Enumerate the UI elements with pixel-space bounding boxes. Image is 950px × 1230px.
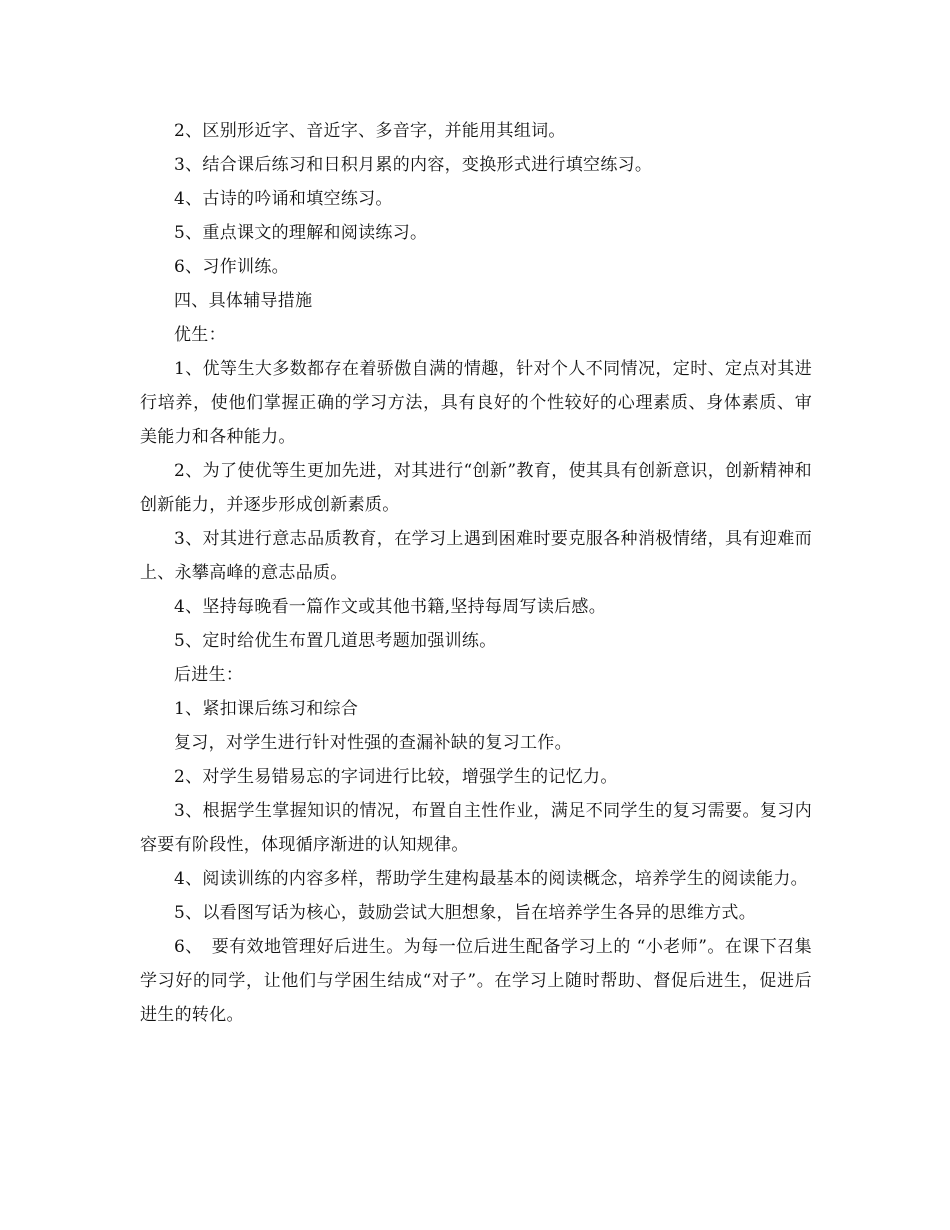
- paragraph: 5、以看图写话为核心，鼓励尝试大胆想象，旨在培养学生各异的思维方式。: [174, 903, 757, 923]
- paragraph: 1、优等生大多数都存在着骄傲自满的情趣，针对个人不同情况，定时、定点对其进行培养，使他们掌握正确的学习方法，具有良好的个性较好的心理素质、身体素质、审美能力和各种能力。: [140, 359, 812, 447]
- paragraph: 2、对学生易错易忘的字词进行比较，增强学生的记忆力。: [174, 767, 618, 787]
- paragraph: 2、为了使优等生更加先进，对其进行“创新”教育，使其具有创新意识，创新精神和创新能力，并逐步形成创新素质。: [140, 461, 812, 515]
- paragraph: 3、根据学生掌握知识的情况，布置自主性作业，满足不同学生的复习需要。复习内容要有阶段性，体现循序渐进的认知规律。: [140, 801, 812, 855]
- subsection-heading: 优生：: [174, 325, 226, 345]
- subsection-heading: 后进生：: [174, 665, 244, 685]
- paragraph: 5、定时给优生布置几道思考题加强训练。: [174, 631, 497, 651]
- paragraph: 4、阅读训练的内容多样，帮助学生建构最基本的阅读概念，培养学生的阅读能力。: [174, 869, 808, 889]
- paragraph: 4、古诗的吟诵和填空练习。: [174, 189, 393, 209]
- paragraph: 5、重点课文的理解和阅读练习。: [174, 223, 428, 243]
- paragraph: 2、区别形近字、音近字、多音字，并能用其组词。: [174, 121, 566, 141]
- paragraph: 3、结合课后练习和日积月累的内容，变换形式进行填空练习。: [174, 155, 653, 175]
- paragraph: 复习，对学生进行针对性强的查漏补缺的复习工作。: [174, 733, 572, 753]
- paragraph: 3、对其进行意志品质教育，在学习上遇到困难时要克服各种消极情绪，具有迎难而上、永攀高峰的意志品质。: [140, 529, 812, 583]
- paragraph: 6、习作训练。: [174, 257, 289, 277]
- section-heading: 四、具体辅导措施: [174, 291, 313, 311]
- paragraph: 6、 要有效地管理好后进生。为每一位后进生配备学习上的 “小老师”。在课下召集学习好的同学，让他们与学困生结成“对子”。在学习上随时帮助、督促后进生，促进后进生的转化。: [140, 937, 812, 1025]
- paragraph: 4、坚持每晚看一篇作文或其他书籍,坚持每周写读后感。: [174, 597, 607, 617]
- document-body: [140, 114, 812, 1032]
- paragraph: 1、紧扣课后练习和综合: [174, 699, 359, 719]
